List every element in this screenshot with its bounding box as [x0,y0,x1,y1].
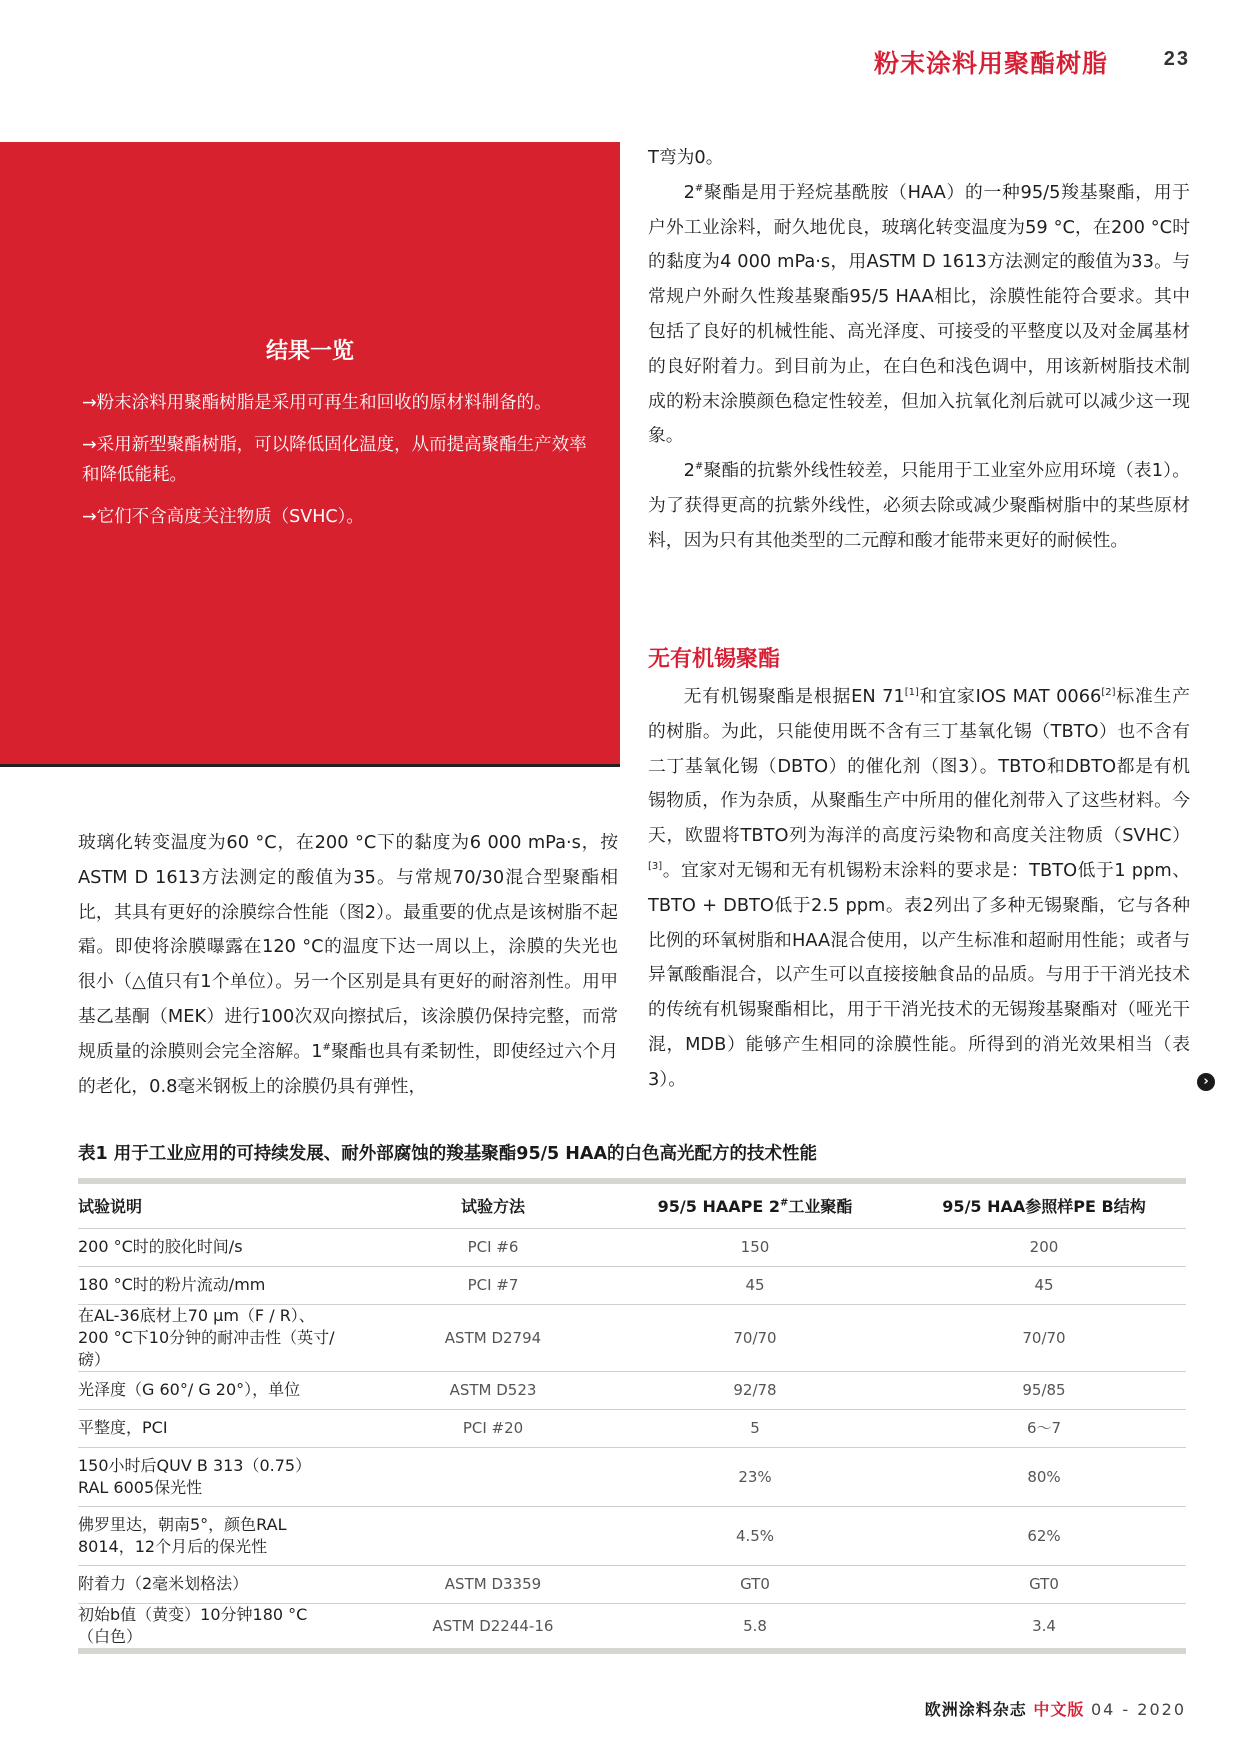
table-cell: 92/78 [608,1371,902,1409]
summary-item: →它们不含高度关注物质（SVHC）。 [82,507,364,527]
table-row [78,1304,1186,1371]
table-cell: 80% [902,1447,1186,1506]
table-cell: PCI #6 [378,1228,608,1266]
table-header-cell: 95/5 HAAPE 2#工业聚酯 [657,1197,853,1217]
left-column [78,826,618,1104]
chevron-right-circle-icon[interactable]: › [1197,1073,1215,1091]
table-cell: PCI #7 [378,1266,608,1304]
table-cell: 70/70 [608,1304,902,1371]
table-cell: 62% [902,1506,1186,1565]
table-header-cell: 95/5 HAA参照样PE B结构 [942,1197,1146,1217]
table-cell: 95/85 [902,1371,1186,1409]
table-cell: 23% [608,1447,902,1506]
table-cell [378,1506,608,1565]
table-cell [378,1447,608,1506]
table-cell: 光泽度（G 60°/ G 20°），单位 [78,1371,378,1409]
left-paragraph: 玻璃化转变温度为60 °C，在200 °C下的黏度为6 000 mPa·s，按ASTM D 1613方法测定的酸值为35。与常规70/30混合型聚酯相比，其具有更好的涂膜综合性能（图2）。最重要的优点是该树脂不起霜。即使将涂膜曝露在120 °C的温度下达一周以上，涂膜的失光也很小（△值只有1个单位）。另一个区别是具有更好的耐溶剂性。用甲基乙基酮（MEK）进行100次双向擦拭后，该涂膜仍保持完整，而常规质量的涂膜则会完全溶解。1#聚酯也具有柔韧性，即使经过六个月的老化，0.8毫米钢板上的涂膜仍具有弹性， [78,832,618,1097]
table-cell: 6～7 [902,1409,1186,1447]
table-cell: 初始b值（黄变）10分钟180 °C（白色） [78,1603,378,1648]
right-column-top [648,141,1190,559]
table-row [78,1266,1186,1304]
table-cell: 70/70 [902,1304,1186,1371]
table-bottom-rule [78,1648,1186,1654]
table-cell: 200 [902,1228,1186,1266]
table-row [78,1447,1186,1506]
right-column-bottom [648,680,1190,1098]
table-row [78,1603,1186,1648]
summary-list [82,388,592,544]
table-cell: 5.8 [608,1603,902,1648]
footer-issue: 04 - 2020 [1090,1700,1186,1719]
footer-edition: 中文版 [1033,1700,1085,1719]
summary-title: 结果一览 [265,339,354,364]
table-cell: PCI #20 [378,1409,608,1447]
table-cell: 180 °C时的粉片流动/mm [78,1266,378,1304]
table-cell: 3.4 [902,1603,1186,1648]
table-cell: ASTM D523 [378,1371,608,1409]
table-row [78,1565,1186,1603]
summary-item: →粉末涂料用聚酯树脂是采用可再生和回收的原材料制备的。 [82,393,552,413]
table-cell: 150小时后QUV B 313（0.75）RAL 6005保光性 [78,1447,378,1506]
table-header-cell: 试验方法 [460,1197,525,1217]
table-cell: ASTM D3359 [378,1565,608,1603]
table-cell: ASTM D2244-16 [378,1603,608,1648]
table-row [78,1409,1186,1447]
table-cell: ASTM D2794 [378,1304,608,1371]
table-cell: 佛罗里达，朝南5°，颜色RAL 8014，12个月后的保光性 [78,1506,378,1565]
right-paragraph-1: 2#聚酯是用于羟烷基酰胺（HAA）的一种95/5羧基聚酯，用于户外工业涂料，耐久地优良，玻璃化转变温度为59 °C，在200 °C时的黏度为4 000 mPa·s，用ASTM D 1613方法测定的酸值为33。与常规户外耐久性羧基聚酯95/5 HAA相比，涂膜性能符合要求。其中包括了良好的机械性能、高光泽度、可接受的平整度以及对金属基材的良好附着力。到目前为止，在白色和浅色调中，用该新树脂技术制成的粉末涂膜颜色稳定性较差，但加入抗氧化剂后就可以减少这一现象。 [648,181,1190,447]
right-paragraph-3: 无有机锡聚酯是根据EN 71[1]和宜家IOS MAT 0066[2]标准生产的树脂。为此，只能使用既不含有三丁基氧化锡（TBTO）也不含有二丁基氧化锡（DBTO）的催化剂（图3）。TBTO和DBTO都是有机锡物质，作为杂质，从聚酯生产中所用的催化剂带入了这些材料。今天，欧盟将TBTO列为海洋的高度污染物和高度关注物质（SVHC）[3]。宜家对无锡和无有机锡粉末涂料的要求是：TBTO低于1 ppm、TBTO + DBTO低于2.5 ppm。表2列出了多种无锡聚酯，它与各种比例的环氧树脂和HAA混合使用，以产生标准和超耐用性能；或者与异氰酸酯混合，以产生可以直接接触食品的品质。与用于干消光技术的传统有机锡聚酯相比，用于干消光技术的无锡羧基聚酯对（哑光干混，MDB）能够产生相同的涂膜性能。所得到的消光效果相当（表3）。 [648,686,1190,1090]
table-header-row [78,1184,1186,1228]
right-paragraph-0: T弯为0。 [648,147,724,168]
table-cell: 平整度，PCI [78,1409,378,1447]
table-header-cell: 试验说明 [78,1197,143,1217]
footer-magazine: 欧洲涂料杂志 [924,1700,1027,1719]
table-cell: 4.5% [608,1506,902,1565]
table-row [78,1371,1186,1409]
table-cell: GT0 [608,1565,902,1603]
table-cell: 45 [902,1266,1186,1304]
section-heading-tin-free: 无有机锡聚酯 [648,647,781,672]
performance-table [78,1178,1186,1654]
table-row [78,1506,1186,1565]
table-cell: 5 [608,1409,902,1447]
table-cell: GT0 [902,1565,1186,1603]
table-cell: 附着力（2毫米划格法） [78,1565,378,1603]
footer [925,1697,1186,1720]
table-title: 表1 用于工业应用的可持续发展、耐外部腐蚀的羧基聚酯95/5 HAA的白色高光配方的技术性能 [78,1144,818,1164]
right-paragraph-2: 2#聚酯的抗紫外线性较差，只能用于工业室外应用环境（表1）。为了获得更高的抗紫外线性，必须去除或减少聚酯树脂中的某些原材料，因为只有其他类型的二元醇和酸才能带来更好的耐候性。 [648,460,1190,551]
table-row [78,1228,1186,1266]
summary-item: →采用新型聚酯树脂，可以降低固化温度，从而提高聚酯生产效率和降低能耗。 [82,435,587,485]
table-cell: 在AL-36底材上70 μm（F / R）、200 °C下10分钟的耐冲击性（英寸/磅） [78,1304,378,1371]
summary-box-rule [0,764,620,767]
page-number: 23 [1163,48,1190,70]
running-header-title: 粉末涂料用聚酯树脂 [873,49,1108,78]
table-cell: 45 [608,1266,902,1304]
table-cell: 200 °C时的胶化时间/s [78,1228,378,1266]
table-cell: 150 [608,1228,902,1266]
